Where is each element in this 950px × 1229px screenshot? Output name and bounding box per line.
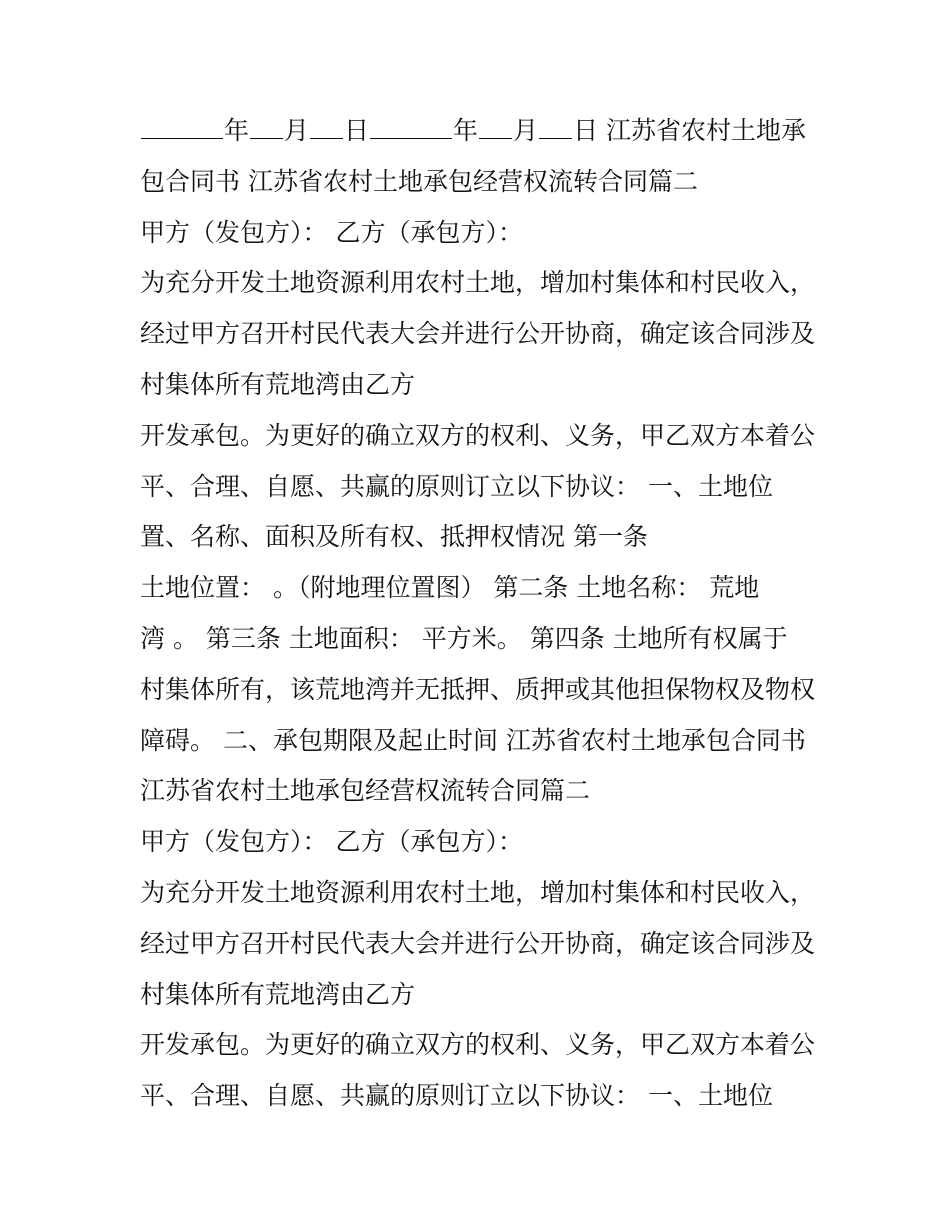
day-label-2: 日 [573, 116, 599, 145]
text-line: 平、合理、自愿、共赢的原则订立以下协议： 一、土地位 [140, 471, 773, 501]
text-line: 开发承包。为更好的确立双方的权利、义务，甲乙双方本着公 [140, 1030, 816, 1060]
year-label-2: 年 [453, 116, 479, 145]
text-line: 为充分开发土地资源利用农村土地，增加村集体和村民收入， [140, 268, 816, 298]
text-line: 包合同书 江苏省农村土地承包经营权流转合同篇二 [140, 166, 698, 196]
text-line: 土地位置： 。（附地理位置图） 第二条 土地名称： 荒地 [140, 573, 760, 603]
day-blank-2 [539, 116, 572, 139]
contract-text [140, 106, 830, 1122]
text-line: 开发承包。为更好的确立双方的权利、义务，甲乙双方本着公 [140, 420, 816, 450]
text-line: 经过甲方召开村民代表大会并进行公开协商，确定该合同涉及 [140, 928, 816, 958]
text-line: 村集体所有，该荒地湾并无抵押、质押或其他担保物权及物权 [140, 674, 816, 704]
date-line [140, 106, 830, 157]
text-line: 村集体所有荒地湾由乙方 [140, 369, 416, 399]
year-blank-1 [141, 116, 223, 139]
day-blank-1 [310, 116, 343, 139]
year-blank-2 [370, 116, 452, 139]
text-line: 甲方（发包方）： 乙方（承包方）： [140, 217, 523, 247]
text-line: 经过甲方召开村民代表大会并进行公开协商，确定该合同涉及 [140, 319, 816, 349]
year-label-1: 年 [224, 116, 250, 145]
text-line: 村集体所有荒地湾由乙方 [140, 979, 416, 1009]
text-line: 为充分开发土地资源利用农村土地，增加村集体和村民收入， [140, 877, 816, 907]
text-line: 江苏省农村土地承包经营权流转合同篇二 [140, 776, 591, 806]
text-line: 置、名称、面积及所有权、抵押权情况 第一条 [140, 522, 648, 552]
text-line: 平、合理、自愿、共赢的原则订立以下协议： 一、土地位 [140, 1081, 773, 1111]
month-label-2: 月 [513, 116, 539, 145]
text-line: 甲方（发包方）： 乙方（承包方）： [140, 827, 523, 857]
day-label-1: 日 [344, 116, 370, 145]
month-label-1: 月 [284, 116, 310, 145]
text-line: 湾 。 第三条 土地面积： 平方米。 第四条 土地所有权属于 [140, 623, 788, 653]
text-line: 障碍。 二、承包期限及起止时间 江苏省农村土地承包合同书 [140, 725, 806, 755]
month-blank-1 [250, 116, 283, 139]
month-blank-2 [479, 116, 512, 139]
date-line-trailing-text: 江苏省农村土地承 [598, 116, 807, 145]
